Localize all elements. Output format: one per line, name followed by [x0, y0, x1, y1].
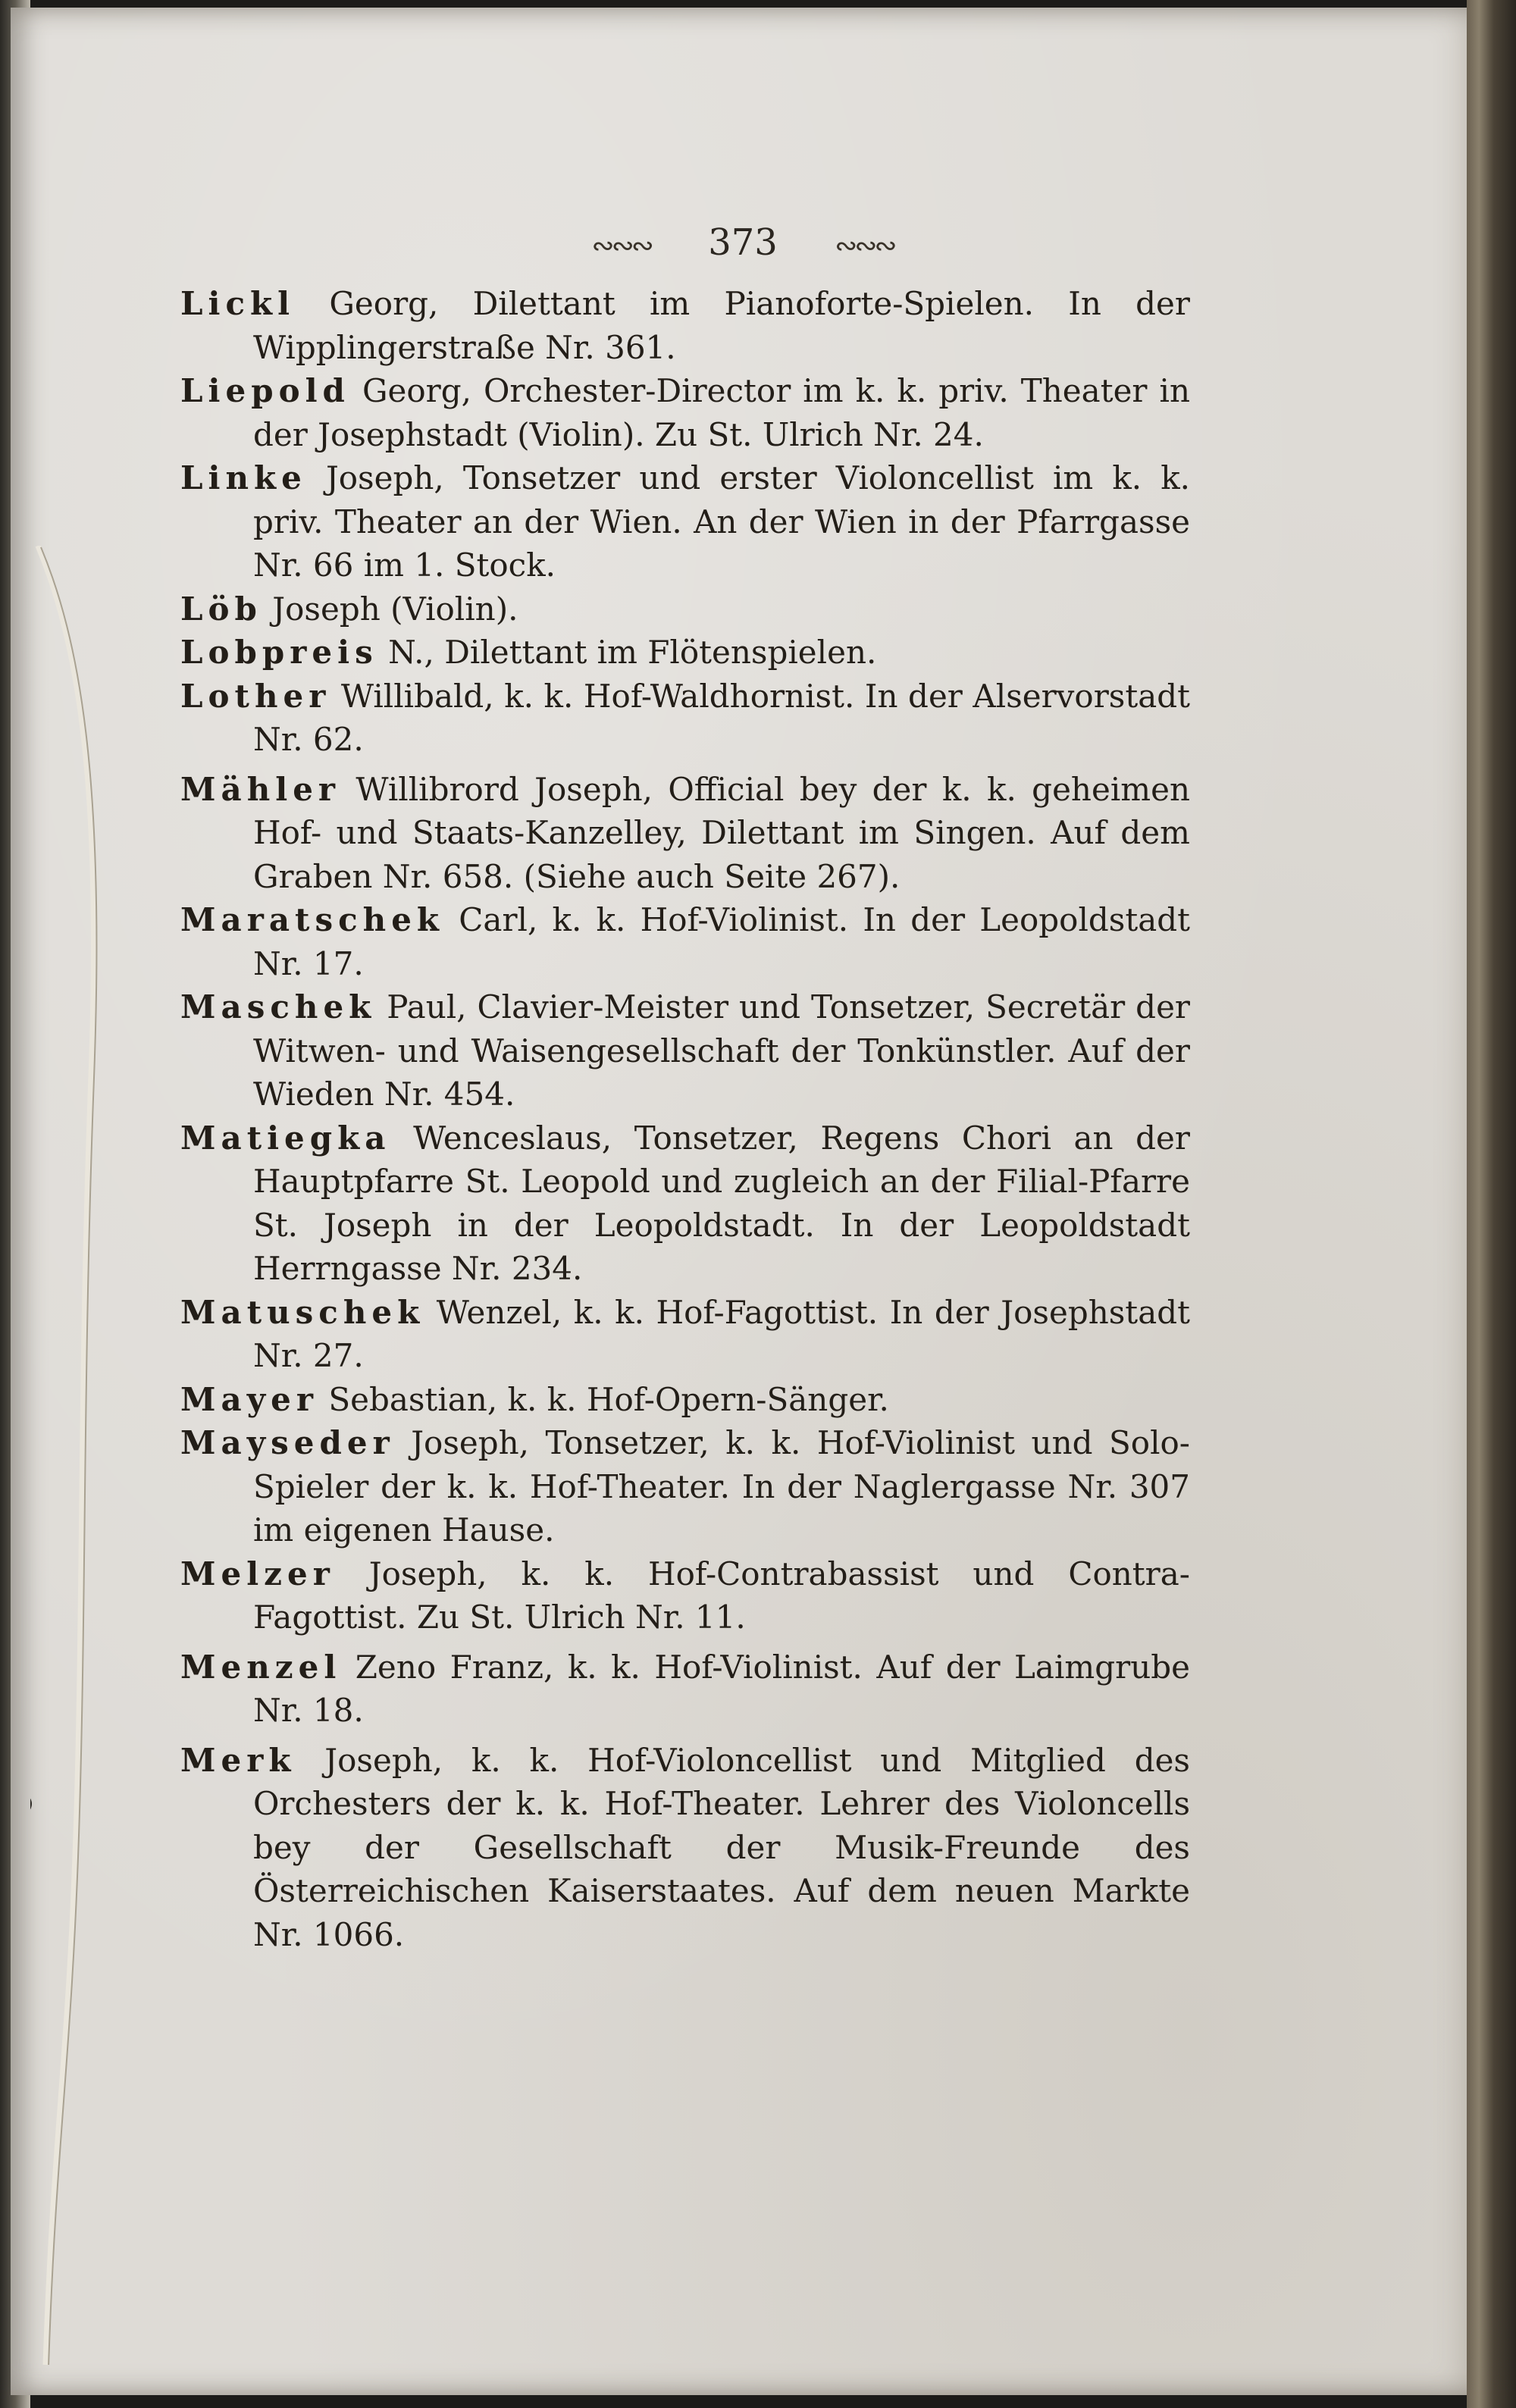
- entry-name: Lobpreis: [180, 634, 378, 671]
- entry-text: Zeno Franz, k. k. Hof-Violinist. Auf der Laimgrube Nr. 18.: [253, 1648, 1190, 1729]
- entry-text: Willibald, k. k. Hof-Waldhornist. In der Alservorstadt Nr. 62.: [253, 677, 1191, 758]
- entry-name: Löb: [180, 590, 262, 628]
- entry-name: Mayseder: [180, 1424, 395, 1461]
- entry-name: Lother: [180, 677, 331, 715]
- entry-text: Wenzel, k. k. Hof-Fagottist. In der Josephstadt Nr. 27.: [253, 1293, 1190, 1374]
- page-edges: [1467, 0, 1516, 2408]
- entry-name: Menzel: [180, 1648, 342, 1686]
- entry-name: Maschek: [180, 988, 377, 1026]
- entry: [180, 1378, 1190, 1422]
- entry: [180, 631, 1190, 675]
- binding-thread: [30, 546, 121, 2365]
- entry-name: Mähler: [180, 770, 341, 808]
- entry: [180, 768, 1190, 899]
- entry-text: Joseph (Violin).: [272, 590, 518, 628]
- entry-name: Maratschek: [180, 901, 445, 938]
- entry-name: Matiegka: [180, 1119, 391, 1157]
- entry-name: Mayer: [180, 1380, 318, 1418]
- entry: [180, 985, 1190, 1116]
- entry-text: Joseph, k. k. Hof-Contrabassist und Contra-Fagottist. Zu St. Ulrich Nr. 11.: [253, 1555, 1190, 1636]
- entry-text: Carl, k. k. Hof-Violinist. In der Leopoldstadt Nr. 17.: [253, 901, 1190, 982]
- entry: [180, 1291, 1190, 1378]
- entry-text: Wenceslaus, Tonsetzer, Regens Chori an der Hauptpfarre St. Leopold und zugleich an der Filial-Pfarre St. Joseph in der Leopoldstadt. In der Leopoldstadt Herrngasse Nr. 234.: [253, 1119, 1190, 1287]
- entry-text: Sebastian, k. k. Hof-Opern-Sänger.: [328, 1380, 889, 1418]
- entry-name: Merk: [180, 1741, 296, 1779]
- entry: [180, 1739, 1190, 1957]
- page-number: 373: [708, 221, 778, 264]
- entry-text: Joseph, Tonsetzer, k. k. Hof-Violinist und Solo-Spieler der k. k. Hof-Theater. In der Naglergasse Nr. 307 im eigenen Hause.: [253, 1424, 1190, 1548]
- entry-name: Liepold: [180, 372, 350, 409]
- directory-entries: [180, 282, 1190, 1956]
- page-header: [0, 221, 1486, 264]
- entry: [180, 1552, 1190, 1639]
- entry-text: Joseph, k. k. Hof-Violoncellist und Mitglied des Orchesters der k. k. Hof-Theater. Lehrer des Violoncells bey der Gesellschaft der Musik-Freunde des Österreichischen Kaiserstaates. Auf dem neuen Markte Nr. 1066.: [253, 1741, 1190, 1953]
- entry: [180, 369, 1190, 456]
- entry-name: Matuschek: [180, 1293, 425, 1331]
- ornament-right: ∾∾∾: [835, 230, 894, 261]
- entry-name: Melzer: [180, 1555, 335, 1592]
- entry: [180, 675, 1190, 762]
- entry-text: Willibrord Joseph, Official bey der k. k. geheimen Hof- und Staats-Kanzelley, Dilettant im Singen. Auf dem Graben Nr. 658. (Siehe auch Seite 267).: [253, 770, 1190, 895]
- entry-text: Georg, Dilettant im Pianoforte-Spielen. In der Wipplingerstraße Nr. 361.: [253, 285, 1190, 366]
- entry-text: Paul, Clavier-Meister und Tonsetzer, Secretär der Witwen- und Waisengesellschaft der Tonkünstler. Auf der Wieden Nr. 454.: [253, 988, 1190, 1113]
- entry: [180, 587, 1190, 631]
- entry-name: Linke: [180, 459, 307, 496]
- entry-name: Lickl: [180, 285, 296, 322]
- entry-text: N., Dilettant im Flötenspielen.: [388, 634, 877, 671]
- entry-text: Georg, Orchester-Director im k. k. priv. Theater in der Josephstadt (Violin). Zu St. Ulrich Nr. 24.: [253, 372, 1191, 453]
- entry: [180, 282, 1190, 369]
- ornament-left: ∾∾∾: [591, 230, 651, 261]
- entry: [180, 1646, 1190, 1733]
- entry: [180, 1116, 1190, 1291]
- entry-text: Joseph, Tonsetzer und erster Violoncellist im k. k. priv. Theater an der Wien. An der Wien in der Pfarrgasse Nr. 66 im 1. Stock.: [253, 459, 1190, 584]
- entry: [180, 456, 1190, 587]
- entry: [180, 1421, 1190, 1552]
- entry: [180, 898, 1190, 985]
